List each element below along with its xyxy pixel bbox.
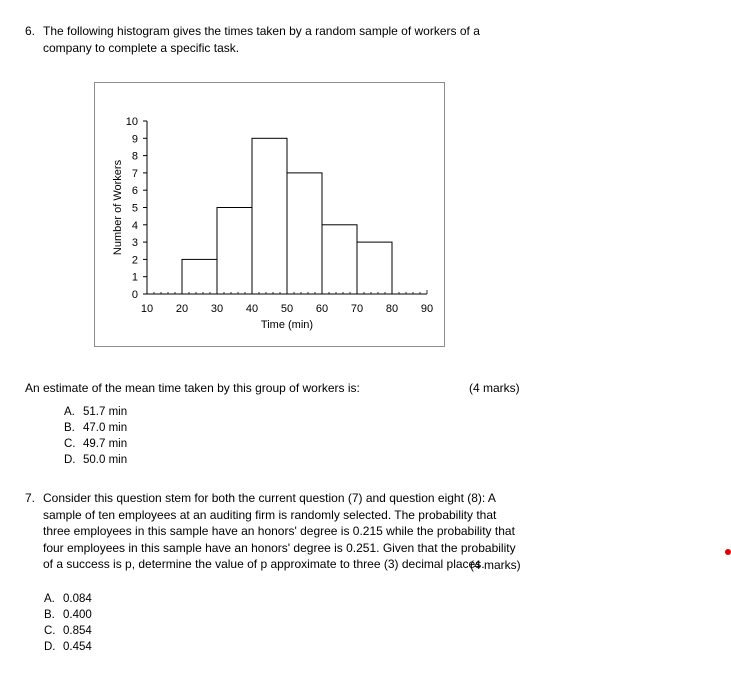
option-text: 0.854 <box>63 625 92 637</box>
option-letter: D. <box>44 641 56 653</box>
question-6-estimate-text: An estimate of the mean time taken by this group of workers is: <box>25 381 360 395</box>
option-text: 0.084 <box>63 593 92 605</box>
y-tick-label: 9 <box>131 133 138 146</box>
question-6-options <box>64 404 127 468</box>
x-tick-label: 80 <box>385 303 399 315</box>
x-tick-label: 60 <box>315 303 329 315</box>
histogram-chart <box>95 83 444 346</box>
option-text: 47.0 min <box>83 422 128 434</box>
option-text: 50.0 min <box>83 454 128 466</box>
option-text: 49.7 min <box>83 438 128 450</box>
x-tick-label: 40 <box>245 303 259 315</box>
option-text: 0.454 <box>63 641 92 653</box>
option-letter: C. <box>44 625 56 637</box>
option-letter: B. <box>44 609 55 621</box>
x-axis-label: Time (min) <box>260 319 314 331</box>
x-tick-label: 90 <box>420 303 434 315</box>
option-text: 0.400 <box>63 609 92 621</box>
question-6-marks: (4 marks) <box>469 381 520 395</box>
histogram-bar-50-60 <box>287 173 322 294</box>
question-6-text: The following histogram gives the times taken by a random sample of workers of a company to complete a specific task. <box>43 24 480 55</box>
y-tick-label: 2 <box>131 254 138 267</box>
y-tick-label: 7 <box>131 167 138 180</box>
option-7a[interactable] <box>44 591 92 607</box>
option-6a[interactable] <box>64 404 127 420</box>
y-tick-label: 0 <box>131 289 138 301</box>
y-tick-label: 3 <box>131 237 138 250</box>
y-tick-label: 1 <box>131 271 138 284</box>
x-tick-label: 50 <box>280 303 294 315</box>
y-tick-label: 4 <box>131 219 138 232</box>
x-tick-label: 70 <box>350 303 364 315</box>
question-6 <box>25 23 480 55</box>
question-7-options <box>44 591 92 655</box>
option-letter: B. <box>64 422 75 434</box>
histogram-bar-30-40 <box>217 208 252 295</box>
y-tick-label: 5 <box>131 202 138 215</box>
option-7d[interactable] <box>44 639 92 655</box>
x-tick-label: 20 <box>175 303 189 315</box>
histogram-bar-40-50 <box>252 138 287 294</box>
option-letter: A. <box>44 593 55 605</box>
histogram-bar-70-80 <box>357 242 392 294</box>
option-letter: C. <box>64 438 76 450</box>
y-axis-label: Number of Workers <box>112 159 124 256</box>
option-text: 51.7 min <box>83 406 128 418</box>
x-tick-label: 10 <box>140 303 154 315</box>
y-tick-label: 8 <box>131 150 138 163</box>
histogram-bar-60-70 <box>322 225 357 294</box>
question-7-number: 7. <box>25 491 36 505</box>
option-6d[interactable] <box>64 452 127 468</box>
option-6b[interactable] <box>64 420 127 436</box>
option-7b[interactable] <box>44 607 92 623</box>
question-6-number: 6. <box>25 24 36 38</box>
question-7-marks: (4 marks) <box>470 558 521 572</box>
option-letter: A. <box>64 406 75 418</box>
y-tick-label: 6 <box>131 185 138 198</box>
red-dot-marker <box>725 549 731 555</box>
x-tick-label: 30 <box>210 303 224 315</box>
option-7c[interactable] <box>44 623 92 639</box>
option-letter: D. <box>64 454 76 466</box>
histogram-bar-20-30 <box>182 259 217 294</box>
y-tick-label: 10 <box>125 116 138 128</box>
histogram-figure <box>94 82 445 347</box>
question-7-text: Consider this question stem for both the current question (7) and question eight (8): A sample of ten employees at an auditing firm is randomly selected. The probability that three employees in this sample have an honors' degree is 0.215 while the probability that four employees in this sample have an honors' degree is 0.251. Given that the probability of a success is p, determine the value of p approximate to three (3) decimal places. <box>43 491 516 571</box>
option-6c[interactable] <box>64 436 127 452</box>
